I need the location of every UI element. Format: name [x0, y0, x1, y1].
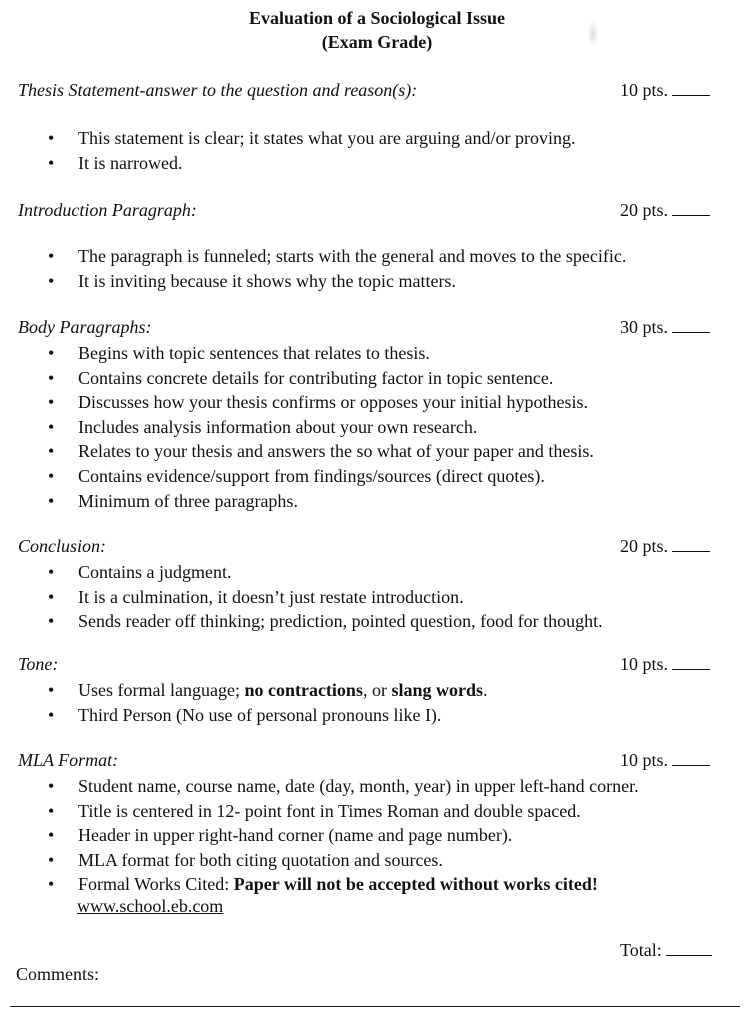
conclusion-score-blank[interactable]	[672, 537, 710, 552]
tone-item-bold: slang words	[391, 680, 483, 700]
tone-item-bold: no contractions	[244, 680, 363, 700]
list-item: • It is narrowed.	[48, 151, 576, 176]
page-subtitle: (Exam Grade)	[321, 32, 433, 52]
intro-list	[48, 244, 626, 293]
thesis-score-blank[interactable]	[672, 81, 710, 96]
body-list	[48, 341, 594, 513]
mla-points-label: 10 pts.	[620, 750, 669, 770]
list-item: • The paragraph is funneled; starts with the general and moves to the specific.	[48, 244, 626, 269]
list-item: • Title is centered in 12- point font in Times Roman and double spaced.	[48, 799, 639, 824]
list-item: • Includes analysis information about your own research.	[48, 415, 594, 440]
mla-score-blank[interactable]	[672, 751, 710, 766]
mla-item-text: Formal Works Cited:	[78, 874, 234, 895]
list-item: • Relates to your thesis and answers the so what of your paper and thesis.	[48, 439, 594, 464]
list-item: • Discusses how your thesis confirms or opposes your initial hypothesis.	[48, 390, 594, 415]
tone-heading: Tone:	[18, 654, 59, 674]
list-item: • MLA format for both citing quotation and sources.	[48, 848, 639, 873]
mla-heading: MLA Format:	[18, 750, 119, 770]
intro-heading: Introduction Paragraph:	[18, 200, 197, 220]
reference-link[interactable]: www.school.eb.com	[77, 896, 224, 916]
intro-points-label: 20 pts.	[620, 200, 669, 220]
page-title: Evaluation of a Sociological Issue	[248, 8, 506, 28]
thesis-points	[620, 80, 710, 101]
list-item: • Begins with topic sentences that relates to thesis.	[48, 341, 594, 366]
total-label: Total:	[620, 940, 662, 960]
body-heading: Body Paragraphs:	[18, 317, 152, 337]
thesis-points-label: 10 pts.	[620, 80, 669, 100]
list-item: • Sends reader off thinking; prediction, pointed question, food for thought.	[48, 609, 603, 634]
conclusion-points-label: 20 pts.	[620, 536, 669, 556]
list-item	[48, 678, 487, 703]
tone-item-text: .	[482, 680, 488, 700]
tone-points	[620, 654, 710, 675]
list-item: • Contains concrete details for contributing factor in topic sentence.	[48, 366, 594, 391]
body-score-blank[interactable]	[672, 318, 710, 333]
tone-list	[48, 678, 487, 727]
total-score-blank[interactable]	[666, 941, 712, 956]
list-item	[48, 872, 639, 897]
list-item: • It is inviting because it shows why the topic matters.	[48, 269, 626, 294]
list-item: • Third Person (No use of personal pronouns like I).	[48, 703, 487, 728]
tone-score-blank[interactable]	[672, 655, 710, 670]
body-points	[620, 317, 710, 338]
intro-score-blank[interactable]	[672, 201, 710, 216]
thesis-heading: Thesis Statement-answer to the question and reason(s):	[18, 80, 418, 100]
tone-item-text: Uses formal language;	[78, 680, 245, 700]
comments-label: Comments:	[16, 964, 100, 984]
total-row	[620, 940, 712, 961]
conclusion-points	[620, 536, 710, 557]
conclusion-heading: Conclusion:	[18, 536, 106, 556]
tone-points-label: 10 pts.	[620, 654, 669, 674]
mla-list	[48, 774, 639, 897]
scan-smudge	[588, 20, 598, 48]
conclusion-list	[48, 560, 603, 634]
intro-points	[620, 200, 710, 221]
list-item: • Minimum of three paragraphs.	[48, 489, 594, 514]
comments-line[interactable]	[10, 1006, 740, 1007]
mla-points	[620, 750, 710, 771]
list-item: • Student name, course name, date (day, month, year) in upper left-hand corner.	[48, 774, 639, 799]
list-item: • Header in upper right-hand corner (name and page number).	[48, 823, 639, 848]
list-item: • It is a culmination, it doesn’t just restate introduction.	[48, 585, 603, 610]
list-item: • This statement is clear; it states what you are arguing and/or proving.	[48, 126, 576, 151]
tone-item-text: , or	[362, 680, 392, 700]
body-points-label: 30 pts.	[620, 317, 669, 337]
list-item: • Contains evidence/support from findings/sources (direct quotes).	[48, 464, 594, 489]
mla-item-bold: Paper will not be accepted without works cited!	[233, 874, 598, 895]
list-item: • Contains a judgment.	[48, 560, 603, 585]
thesis-list	[48, 126, 576, 175]
